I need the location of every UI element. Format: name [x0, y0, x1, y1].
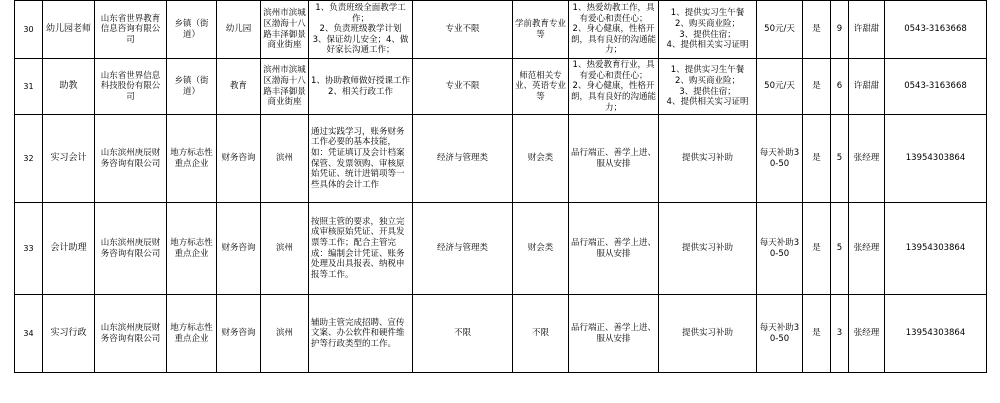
job-duties-line: 3、保证幼儿安全；4、做好家长沟通工作； [312, 34, 409, 56]
company-name: 山东滨州庚辰财务咨询有限公司 [95, 115, 167, 203]
requirements [569, 203, 659, 295]
benefits [659, 295, 757, 373]
location: 滨州 [261, 203, 309, 295]
contact-person: 张经理 [849, 295, 885, 373]
table-row [15, 59, 987, 115]
benefits-line: 提供实习补助 [681, 328, 733, 339]
industry: 财务咨询 [217, 295, 261, 373]
requirements-line: 品行端正、善学上进、服从安排 [571, 238, 657, 259]
requirements-line: 1、热爱教育行业，具有爱心和责任心； [572, 60, 655, 81]
job-duties [309, 1, 413, 59]
headcount: 6 [831, 59, 849, 115]
benefits-line: 提供实习补助 [681, 153, 733, 164]
location: 滨州市滨城区渤海十八路丰泽御景商业街座 [261, 1, 309, 59]
flag: 是 [803, 1, 831, 59]
row-number: 30 [15, 1, 43, 59]
salary: 每天补助30-50 [757, 295, 803, 373]
contact-phone: 13954303864 [885, 295, 987, 373]
benefits-line: 提供实习补助 [681, 243, 733, 254]
job-duties-line: 1、负责班级全面教学工作； [315, 2, 406, 24]
requirements [569, 295, 659, 373]
major: 专业不限 [413, 59, 513, 115]
major: 专业不限 [413, 1, 513, 59]
major: 不限 [413, 295, 513, 373]
table-row [15, 115, 987, 203]
location: 滨州市滨城区渤海十八路丰泽御景商业街座 [261, 59, 309, 115]
flag: 是 [803, 295, 831, 373]
requirements [569, 115, 659, 203]
job-duties [309, 115, 413, 203]
major-category: 财会类 [513, 203, 569, 295]
row-number: 32 [15, 115, 43, 203]
location: 滨州 [261, 115, 309, 203]
major: 经济与管理类 [413, 115, 513, 203]
headcount: 3 [831, 295, 849, 373]
company-name: 山东省世界教育信息咨询有限公司 [95, 1, 167, 59]
position-name: 会计助理 [43, 203, 95, 295]
benefits-line: 1、提供实习生午餐 [670, 8, 745, 19]
benefits [659, 1, 757, 59]
headcount: 5 [831, 203, 849, 295]
company-type: 乡镇（街道） [167, 1, 217, 59]
benefits-line: 3、提供住宿； [679, 86, 736, 97]
contact-person: 许甜甜 [849, 59, 885, 115]
major-category: 财会类 [513, 115, 569, 203]
salary: 每天补助30-50 [757, 115, 803, 203]
major-category: 不限 [513, 295, 569, 373]
company-name: 山东省世界信息科技股份有限公司 [95, 59, 167, 115]
job-duties [309, 203, 413, 295]
benefits-line: 2、购买商业险； [675, 18, 740, 29]
industry: 财务咨询 [217, 115, 261, 203]
row-number: 34 [15, 295, 43, 373]
industry: 幼儿园 [217, 1, 261, 59]
flag: 是 [803, 115, 831, 203]
requirements-line: 品行端正、善学上进、服从安排 [571, 148, 657, 169]
flag: 是 [803, 203, 831, 295]
major: 经济与管理类 [413, 203, 513, 295]
benefits [659, 115, 757, 203]
flag: 是 [803, 59, 831, 115]
contact-person: 许甜甜 [849, 1, 885, 59]
major-category: 学前教育专业等 [513, 1, 569, 59]
major-category: 师范相关专业、英语专业等 [513, 59, 569, 115]
company-type: 地方标志性重点企业 [167, 115, 217, 203]
row-number: 31 [15, 59, 43, 115]
row-number: 33 [15, 203, 43, 295]
job-duties [309, 295, 413, 373]
position-name: 幼儿园老师 [43, 1, 95, 59]
benefits-line: 4、提供相关实习证明 [666, 97, 749, 108]
benefits [659, 59, 757, 115]
requirements-line: 2、身心健康，性格开朗，具有良好的沟通能力； [571, 81, 657, 113]
table-row [15, 1, 987, 59]
job-duties-line: 辅助主管完成招聘、宣传文案、办公软件和硬件维护等行政类型的工作。 [311, 317, 405, 349]
company-name: 山东滨州庚辰财务咨询有限公司 [95, 203, 167, 295]
job-duties-line: 通过实践学习，账务财务工作必要的基本技能，如：凭证填订及会计档案保管、发票领购、审核原始凭证、统计进销项等一些具体的会计工作 [311, 126, 405, 190]
benefits-line: 1、提供实习生午餐 [670, 65, 745, 76]
company-type: 地方标志性重点企业 [167, 203, 217, 295]
industry: 教育 [217, 59, 261, 115]
table-row [15, 203, 987, 295]
industry: 财务咨询 [217, 203, 261, 295]
salary: 50元/天 [757, 59, 803, 115]
position-name: 实习会计 [43, 115, 95, 203]
position-name: 实习行政 [43, 295, 95, 373]
benefits [659, 203, 757, 295]
company-type: 地方标志性重点企业 [167, 295, 217, 373]
job-duties-line: 1、协助教师做好授课工作 [311, 75, 410, 86]
benefits-line: 3、提供住宿； [679, 29, 736, 40]
job-duties [309, 59, 413, 115]
company-name: 山东滨州庚辰财务咨询有限公司 [95, 295, 167, 373]
position-name: 助教 [43, 59, 95, 115]
requirements-line: 1、热爱幼教工作，具有爱心和责任心； [572, 2, 655, 24]
table-row [15, 295, 987, 373]
requirements [569, 59, 659, 115]
contact-phone: 13954303864 [885, 115, 987, 203]
job-duties-line: 2、相关行政工作 [328, 86, 393, 97]
contact-phone: 0543-3163668 [885, 1, 987, 59]
company-type: 乡镇（街道） [167, 59, 217, 115]
requirements-line: 品行端正、善学上进、服从安排 [571, 323, 657, 344]
contact-person: 张经理 [849, 115, 885, 203]
contact-phone: 13954303864 [885, 203, 987, 295]
requirements-line: 2、身心健康，性格开朗，具有良好的沟通能力； [571, 24, 657, 56]
benefits-line: 4、提供相关实习证明 [666, 40, 749, 51]
headcount: 5 [831, 115, 849, 203]
salary: 50元/天 [757, 1, 803, 59]
headcount: 9 [831, 1, 849, 59]
job-duties-line: 2、负责班级教学计划 [319, 24, 402, 35]
requirements [569, 1, 659, 59]
job-duties-line: 按照主管的要求，独立完成审核原始凭证、开具发票等工作；配合主管完成：编制会计凭证、账务处理及出具报表、纳税申报等工作。 [311, 216, 405, 280]
contact-person: 张经理 [849, 203, 885, 295]
internship-table [14, 0, 987, 373]
benefits-line: 2、购买商业险； [675, 75, 740, 86]
contact-phone: 0543-3163668 [885, 59, 987, 115]
location: 滨州 [261, 295, 309, 373]
salary: 每天补助30-50 [757, 203, 803, 295]
